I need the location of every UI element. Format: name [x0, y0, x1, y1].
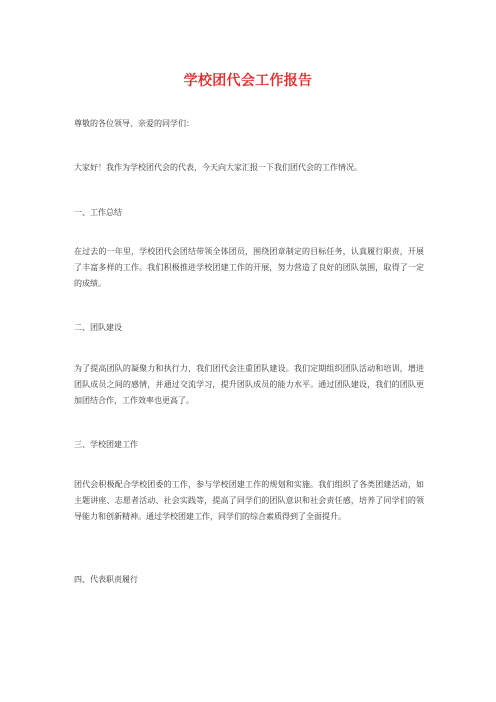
section-heading-team-building: 二、团队建设 [74, 323, 122, 332]
section-heading-school-team-work: 三、学校团建工作 [74, 440, 138, 449]
opening-paragraph: 大家好！我作为学校团代会的代表，今天向大家汇报一下我们团代会的工作情况。 [74, 163, 362, 172]
section-body-summary: 在过去的一年里，学校团代会团结带领全体团员，围绕团章制定的目标任务，认真履行职责，开展了丰富多样的工作。我们积极推进学校团建工作的开展，努力营造了良好的团队氛围，取得了一定的成绩。 [74, 247, 424, 288]
section-heading-summary: 一、工作总结 [74, 208, 122, 217]
section-body-team-building: 为了提高团队的凝聚力和执行力，我们团代会注重团队建设。我们定期组织团队活动和培训，增进团队成员之间的感情，并通过交流学习，提升团队成员的能力水平。通过团队建设，我们的团队更加团结合作，工作效率也更高了。 [74, 364, 424, 405]
salutation: 尊敬的各位领导、亲爱的同学们： [74, 119, 194, 128]
section-body-school-team-work: 团代会积极配合学校团委的工作，参与学校团建工作的规划和实施。我们组织了各类团建活动，如主题讲座、志愿者活动、社会实践等，提高了同学们的团队意识和社会责任感，培养了同学们的领导能力和创新精神。通过学校团建工作，同学们的综合素质得到了全面提升。 [74, 480, 424, 521]
document-title: 学校团代会工作报告 [183, 73, 313, 89]
section-heading-duties: 四、代表职责履行 [74, 575, 138, 584]
